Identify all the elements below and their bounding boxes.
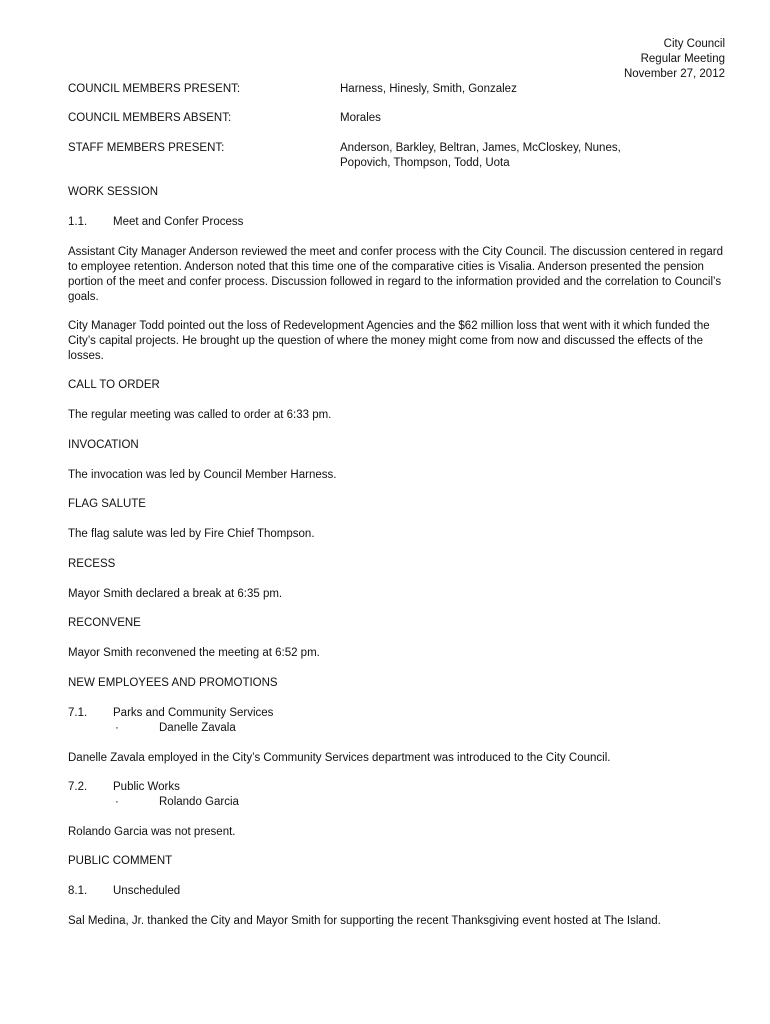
work-session-item: [68, 215, 723, 230]
flag-salute-heading: FLAG SALUTE: [68, 498, 146, 510]
council-absent-value: Morales: [340, 112, 381, 124]
item-number: 1.1.: [68, 216, 88, 228]
public-comment-heading: PUBLIC COMMENT: [68, 855, 173, 867]
staff-present-line2: Popovich, Thompson, Todd, Uota: [340, 157, 510, 169]
document-header: [624, 37, 725, 82]
bullet-icon: ·: [115, 722, 119, 734]
item-title: Parks and Community Services: [113, 707, 274, 719]
new-employees-heading: NEW EMPLOYEES AND PROMOTIONS: [68, 677, 278, 689]
council-present-value: Harness, Hinesly, Smith, Gonzalez: [340, 83, 517, 95]
reconvene-heading: RECONVENE: [68, 617, 141, 629]
new-employees-item-1: [68, 706, 723, 736]
employee-name: Rolando Garcia: [159, 796, 239, 808]
item-number: 8.1.: [68, 885, 88, 897]
call-to-order-text: The regular meeting was called to order at 6:33 pm.: [68, 409, 332, 421]
public-comment-text: Sal Medina, Jr. thanked the City and Mayor Smith for supporting the recent Thanksgiving event hosted at The Island.: [68, 915, 661, 927]
item-title: Public Works: [113, 781, 180, 793]
recess-text: Mayor Smith declared a break at 6:35 pm.: [68, 588, 283, 600]
call-to-order-heading: CALL TO ORDER: [68, 379, 160, 391]
invocation-text: The invocation was led by Council Member Harness.: [68, 469, 337, 481]
staff-present-line1: Anderson, Barkley, Beltran, James, McCloskey, Nunes,: [340, 142, 621, 154]
work-session-paragraph-2: City Manager Todd pointed out the loss of Redevelopment Agencies and the $62 million loss that went with it which funded the City’s capital projects. He brought up the question of where the money might come from now and discussed the effects of the losses.: [68, 320, 710, 362]
public-comment-item: [68, 884, 723, 899]
item-title: Meet and Confer Process: [113, 216, 244, 228]
header-meeting-type: Regular Meeting: [640, 53, 725, 65]
council-absent-label: COUNCIL MEMBERS ABSENT:: [68, 112, 232, 124]
new-employees-item-2: [68, 780, 723, 810]
header-date: November 27, 2012: [623, 68, 725, 80]
new-employees-item-2-text: Rolando Garcia was not present.: [68, 826, 236, 838]
header-body: City Council: [663, 38, 725, 50]
flag-salute-text: The flag salute was led by Fire Chief Thompson.: [68, 528, 315, 540]
staff-present-label: STAFF MEMBERS PRESENT:: [68, 142, 225, 154]
item-number: 7.2.: [68, 781, 88, 793]
employee-name: Danelle Zavala: [159, 722, 236, 734]
reconvene-text: Mayor Smith reconvened the meeting at 6:52 pm.: [68, 647, 320, 659]
recess-heading: RECESS: [68, 558, 116, 570]
bullet-icon: ·: [115, 796, 119, 808]
staff-present-value: [340, 141, 700, 171]
item-title: Unscheduled: [113, 885, 181, 897]
council-present-label: COUNCIL MEMBERS PRESENT:: [68, 83, 241, 95]
invocation-heading: INVOCATION: [68, 439, 139, 451]
new-employees-item-1-text: Danelle Zavala employed in the City’s Community Services department was introduced to the City Council.: [68, 752, 611, 764]
work-session-heading: WORK SESSION: [68, 186, 159, 198]
item-number: 7.1.: [68, 707, 88, 719]
work-session-paragraph-1: Assistant City Manager Anderson reviewed the meet and confer process with the City Council. The discussion centered in regard to employee retention. Anderson noted that this time one of the comparative cities is Visalia. Anderson presented the pension portion of the meet and confer process. Discussion followed in regard to the information provided and the correlation to Council’s goals.: [68, 246, 723, 303]
